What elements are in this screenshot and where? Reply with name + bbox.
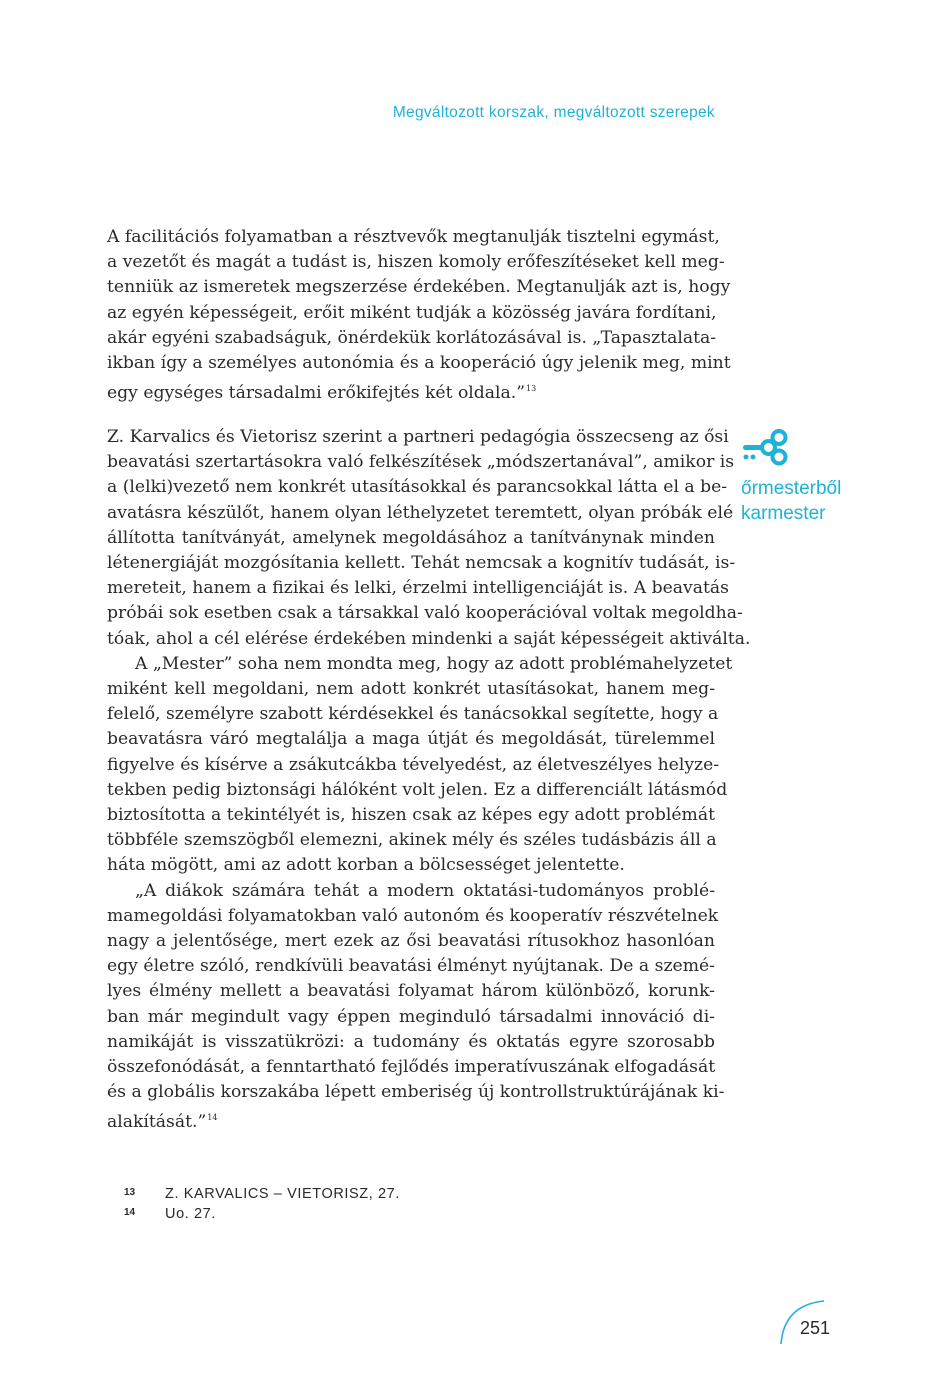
footnote-number: 14 (124, 1207, 136, 1218)
main-text-block (107, 425, 751, 1136)
text-line (107, 1105, 715, 1135)
text-line: nagy a jelentősége, mert ezek az ősi beavatási rítusokhoz hasonlóan (107, 931, 715, 952)
text-line-content: alakítását.” (107, 1112, 207, 1133)
text-line: beavatásra váró megtalálja a maga útját és megoldását, türelemmel (107, 729, 715, 750)
text-line: próbái sok esetben csak a társakkal való kooperációval voltak megoldha- (107, 603, 743, 624)
text-line: tenniük az ismeretek megszerzése érdekében. Megtanulják azt is, hogy (107, 277, 731, 298)
text-line: namikáját is visszatükrözi: a tudomány és oktatás egyre szorosabb (107, 1031, 715, 1052)
text-line: tekben pedig biztonsági hálóként volt jelen. Ez a differenciált látásmód (107, 779, 728, 800)
text-line: háta mögött, ami az adott korban a bölcsességet jelentette. (107, 855, 625, 876)
text-line: és a globális korszakába lépett emberiség új kontrollstruktúrájának ki- (107, 1082, 725, 1103)
text-line: Z. Karvalics és Vietorisz szerint a partneri pedagógia összecseng az ősi (107, 427, 729, 447)
footnote-item (124, 1186, 400, 1206)
text-line: biztosította a tekintélyét is, hiszen csak az képes egy adott problémát (107, 805, 715, 826)
text-line: figyelve és kísérve a zsákutcákba tévelyedést, az életveszélyes helyze- (107, 754, 720, 775)
footnote-text: Z. KARVALICS – VIETORISZ, 27. (165, 1186, 400, 1202)
margin-note-label (741, 476, 911, 526)
text-line (107, 376, 715, 406)
text-line: többféle szemszögből elemezni, akinek mély és széles tudásbázis áll a (107, 830, 717, 851)
text-line: mamegoldási folyamatokban való autonóm és kooperatív részvételnek (107, 905, 719, 926)
margin-note-line: őrmesterből (741, 478, 842, 499)
running-head: Megváltozott korszak, megváltozott szerepek (392, 104, 715, 121)
text-line: avatásra készülőt, hanem olyan léthelyzetet teremtett, olyan próbák elé (107, 502, 734, 523)
text-line: a vezetőt és magát a tudást is, hiszen komoly erőfeszítéseket kell meg- (107, 252, 725, 273)
text-line: az egyén képességeit, erőit miként tudják a közösség javára fordítani, (107, 302, 717, 323)
text-line: mereteit, hanem a fizikai és lelki, érzelmi intelligenciáját is. A beavatás (107, 578, 729, 599)
text-line: tóak, ahol a cél elérése érdekében mindenki a saját képességeit aktiválta. (107, 628, 751, 649)
footnote-reference: 14 (207, 1113, 218, 1123)
paragraph-3 (107, 652, 733, 879)
key-icon (741, 428, 793, 466)
text-line: A „Mester” soha nem mondta meg, hogy az adott problémahelyzetet (135, 653, 733, 674)
text-line: akár egyéni szabadságuk, önérdekük korlátozásával is. „Tapasztalata- (107, 327, 717, 348)
text-line: A facilitációs folyamatban a résztvevők megtanulják tisztelni egymást, (107, 227, 720, 247)
text-line: felelő, személyre szabott kérdésekkel és tanácsokkal segítette, hogy a (107, 704, 719, 725)
text-line: ban már megindult vagy éppen meginduló társadalmi innováció di- (107, 1006, 715, 1027)
text-line: ikban így a személyes autonómia és a kooperáció úgy jelenik meg, mint (107, 353, 731, 374)
footnote-reference: 13 (526, 384, 537, 394)
footnote-number: 13 (124, 1187, 136, 1198)
text-line: „A diákok számára tehát a modern oktatási-tudományos problé- (135, 880, 715, 901)
footnote-text: Uo. 27. (165, 1206, 216, 1222)
text-line: lyes élmény mellett a beavatási folyamat három különböző, korunk- (107, 981, 715, 1002)
paragraph-4 (107, 879, 725, 1136)
paragraph-2 (107, 425, 751, 652)
margin-note (741, 428, 911, 526)
footnotes (124, 1186, 400, 1226)
paragraph-1 (107, 225, 731, 406)
page-number: 251 (800, 1318, 831, 1338)
text-line: miként kell megoldani, nem adott konkrét utasításokat, hanem meg- (107, 679, 715, 700)
text-line-content: egy egységes társadalmi erőkifejtés két oldala.” (107, 383, 526, 404)
text-line: létenergiáját mozgósítania kellett. Tehát nemcsak a kognitív tudását, is- (107, 553, 736, 574)
text-line: egy életre szóló, rendkívüli beavatási élményt nyújtanak. De a szemé- (107, 956, 715, 977)
footnote-item (124, 1206, 400, 1226)
text-line: összefonódását, a fenntartható fejlődés imperatívuszának elfogadását (107, 1057, 716, 1078)
margin-note-line: karmester (741, 503, 826, 524)
page-number-block (778, 1300, 838, 1346)
text-line: beavatási szertartásokra való felkészítések „módszertanával”, amikor is (107, 452, 735, 473)
text-line: a (lelki)vezető nem konkrét utasításokkal és parancsokkal látta el a be- (107, 477, 728, 498)
text-line: állította tanítványát, amelynek megoldásához a tanítványnak minden (107, 527, 715, 548)
